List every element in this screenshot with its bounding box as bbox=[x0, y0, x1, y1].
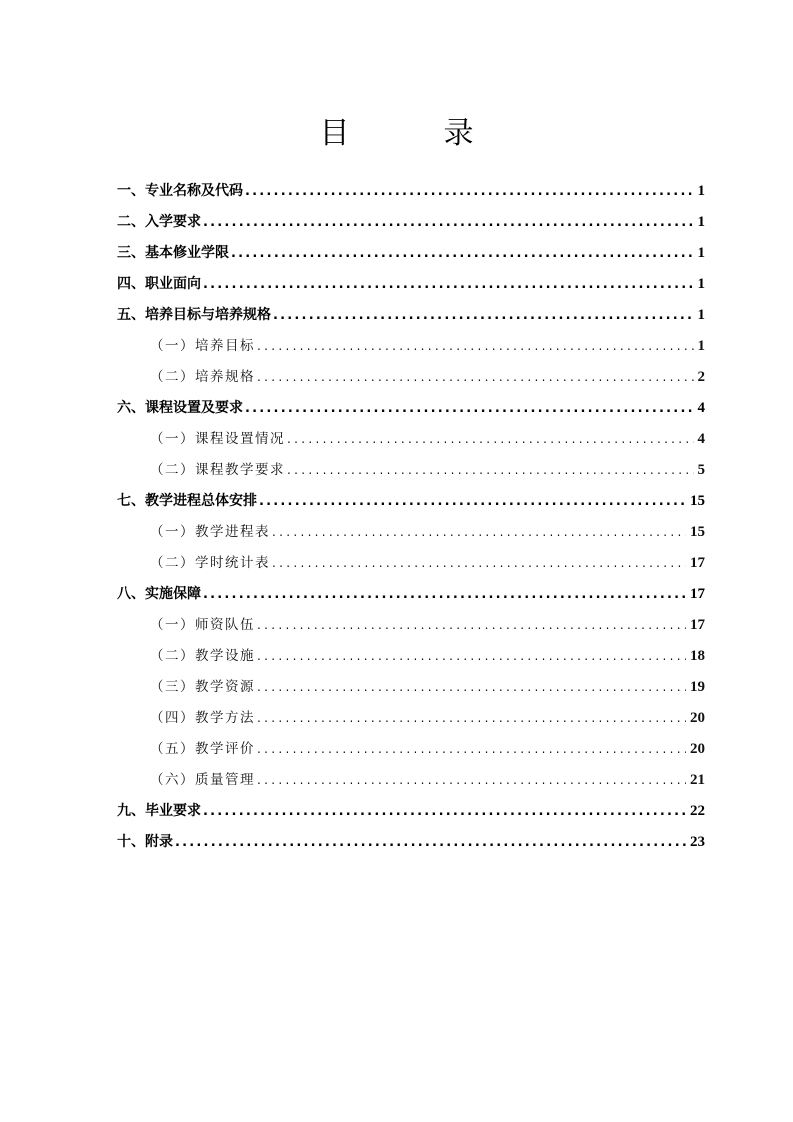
toc-entry-page: 2 bbox=[697, 369, 705, 385]
toc-entry-label: （一）培养目标 bbox=[150, 338, 255, 354]
dot-leader bbox=[259, 486, 686, 517]
toc-subentry[interactable] bbox=[117, 703, 705, 734]
toc-entry-page: 17 bbox=[690, 586, 705, 602]
toc-subentry[interactable] bbox=[117, 331, 705, 362]
toc-entry-label: （一）师资队伍 bbox=[150, 617, 255, 633]
toc-entry-page: 20 bbox=[690, 741, 705, 757]
toc-entry-page: 4 bbox=[697, 431, 705, 447]
toc-entry-page: 5 bbox=[697, 462, 705, 478]
toc-entry-page: 20 bbox=[690, 710, 705, 726]
dot-leader bbox=[257, 362, 694, 393]
toc-subentry[interactable] bbox=[117, 424, 705, 455]
toc-entry-page: 22 bbox=[690, 803, 705, 819]
toc-entry[interactable] bbox=[117, 269, 705, 300]
toc-entry-page: 17 bbox=[690, 617, 705, 633]
toc-entry-page: 21 bbox=[690, 772, 705, 788]
toc-entry-label: （二）课程教学要求 bbox=[150, 462, 285, 478]
toc-subentry[interactable] bbox=[117, 641, 705, 672]
toc-entry-label: 二、入学要求 bbox=[117, 214, 201, 230]
toc-subentry[interactable] bbox=[117, 672, 705, 703]
toc-entry-label: （六）质量管理 bbox=[150, 772, 255, 788]
toc-entry[interactable] bbox=[117, 796, 705, 827]
dot-leader bbox=[272, 548, 686, 579]
dot-leader bbox=[287, 424, 694, 455]
dot-leader bbox=[257, 610, 686, 641]
toc-entry-label: （二）学时统计表 bbox=[150, 555, 270, 571]
toc-subentry[interactable] bbox=[117, 734, 705, 765]
toc-entry-page: 4 bbox=[697, 400, 705, 416]
toc-entry[interactable] bbox=[117, 827, 705, 858]
dot-leader bbox=[257, 331, 694, 362]
toc-entry-page: 17 bbox=[690, 555, 705, 571]
toc-entry-page: 1 bbox=[697, 183, 705, 199]
toc-entry-label: 一、专业名称及代码 bbox=[117, 183, 243, 199]
table-of-contents bbox=[117, 176, 705, 858]
dot-leader bbox=[203, 579, 686, 610]
toc-subentry[interactable] bbox=[117, 362, 705, 393]
toc-entry[interactable] bbox=[117, 238, 705, 269]
toc-subentry[interactable] bbox=[117, 765, 705, 796]
toc-entry-page: 15 bbox=[690, 493, 705, 509]
toc-entry-label: 五、培养目标与培养规格 bbox=[117, 307, 271, 323]
dot-leader bbox=[257, 765, 686, 796]
dot-leader bbox=[203, 796, 686, 827]
toc-entry-page: 1 bbox=[697, 307, 705, 323]
dot-leader bbox=[203, 269, 694, 300]
dot-leader bbox=[273, 300, 694, 331]
toc-entry[interactable] bbox=[117, 579, 705, 610]
toc-entry-label: （一）课程设置情况 bbox=[150, 431, 285, 447]
toc-subentry[interactable] bbox=[117, 610, 705, 641]
dot-leader bbox=[245, 176, 694, 207]
dot-leader bbox=[257, 734, 686, 765]
toc-entry-label: 九、毕业要求 bbox=[117, 803, 201, 819]
toc-entry-page: 1 bbox=[697, 245, 705, 261]
dot-leader bbox=[231, 238, 694, 269]
toc-entry-label: 七、教学进程总体安排 bbox=[117, 493, 257, 509]
toc-entry-label: 六、课程设置及要求 bbox=[117, 400, 243, 416]
toc-entry-label: 十、附录 bbox=[117, 834, 173, 850]
toc-entry-page: 15 bbox=[690, 524, 705, 540]
toc-entry[interactable] bbox=[117, 300, 705, 331]
toc-entry[interactable] bbox=[117, 176, 705, 207]
toc-entry-page: 18 bbox=[690, 648, 705, 664]
dot-leader bbox=[257, 672, 686, 703]
toc-entry[interactable] bbox=[117, 486, 705, 517]
toc-entry-label: 八、实施保障 bbox=[117, 586, 201, 602]
toc-entry-label: （五）教学评价 bbox=[150, 741, 255, 757]
toc-entry-label: 四、职业面向 bbox=[117, 276, 201, 292]
toc-entry-page: 1 bbox=[697, 338, 705, 354]
toc-title: 目 录 bbox=[319, 116, 506, 151]
dot-leader bbox=[287, 455, 694, 486]
toc-entry[interactable] bbox=[117, 207, 705, 238]
toc-entry-page: 19 bbox=[690, 679, 705, 695]
toc-entry-label: （三）教学资源 bbox=[150, 679, 255, 695]
dot-leader bbox=[272, 517, 686, 548]
toc-entry-label: （二）培养规格 bbox=[150, 369, 255, 385]
dot-leader bbox=[203, 207, 694, 238]
dot-leader bbox=[257, 703, 686, 734]
dot-leader bbox=[245, 393, 694, 424]
toc-subentry[interactable] bbox=[117, 548, 705, 579]
dot-leader bbox=[257, 641, 686, 672]
toc-subentry[interactable] bbox=[117, 455, 705, 486]
toc-entry-label: （一）教学进程表 bbox=[150, 524, 270, 540]
toc-entry[interactable] bbox=[117, 393, 705, 424]
toc-entry-page: 23 bbox=[690, 834, 705, 850]
dot-leader bbox=[175, 827, 686, 858]
toc-subentry[interactable] bbox=[117, 517, 705, 548]
toc-entry-label: （四）教学方法 bbox=[150, 710, 255, 726]
toc-entry-page: 1 bbox=[697, 276, 705, 292]
toc-entry-label: （二）教学设施 bbox=[150, 648, 255, 664]
toc-entry-label: 三、基本修业学限 bbox=[117, 245, 229, 261]
toc-entry-page: 1 bbox=[697, 214, 705, 230]
